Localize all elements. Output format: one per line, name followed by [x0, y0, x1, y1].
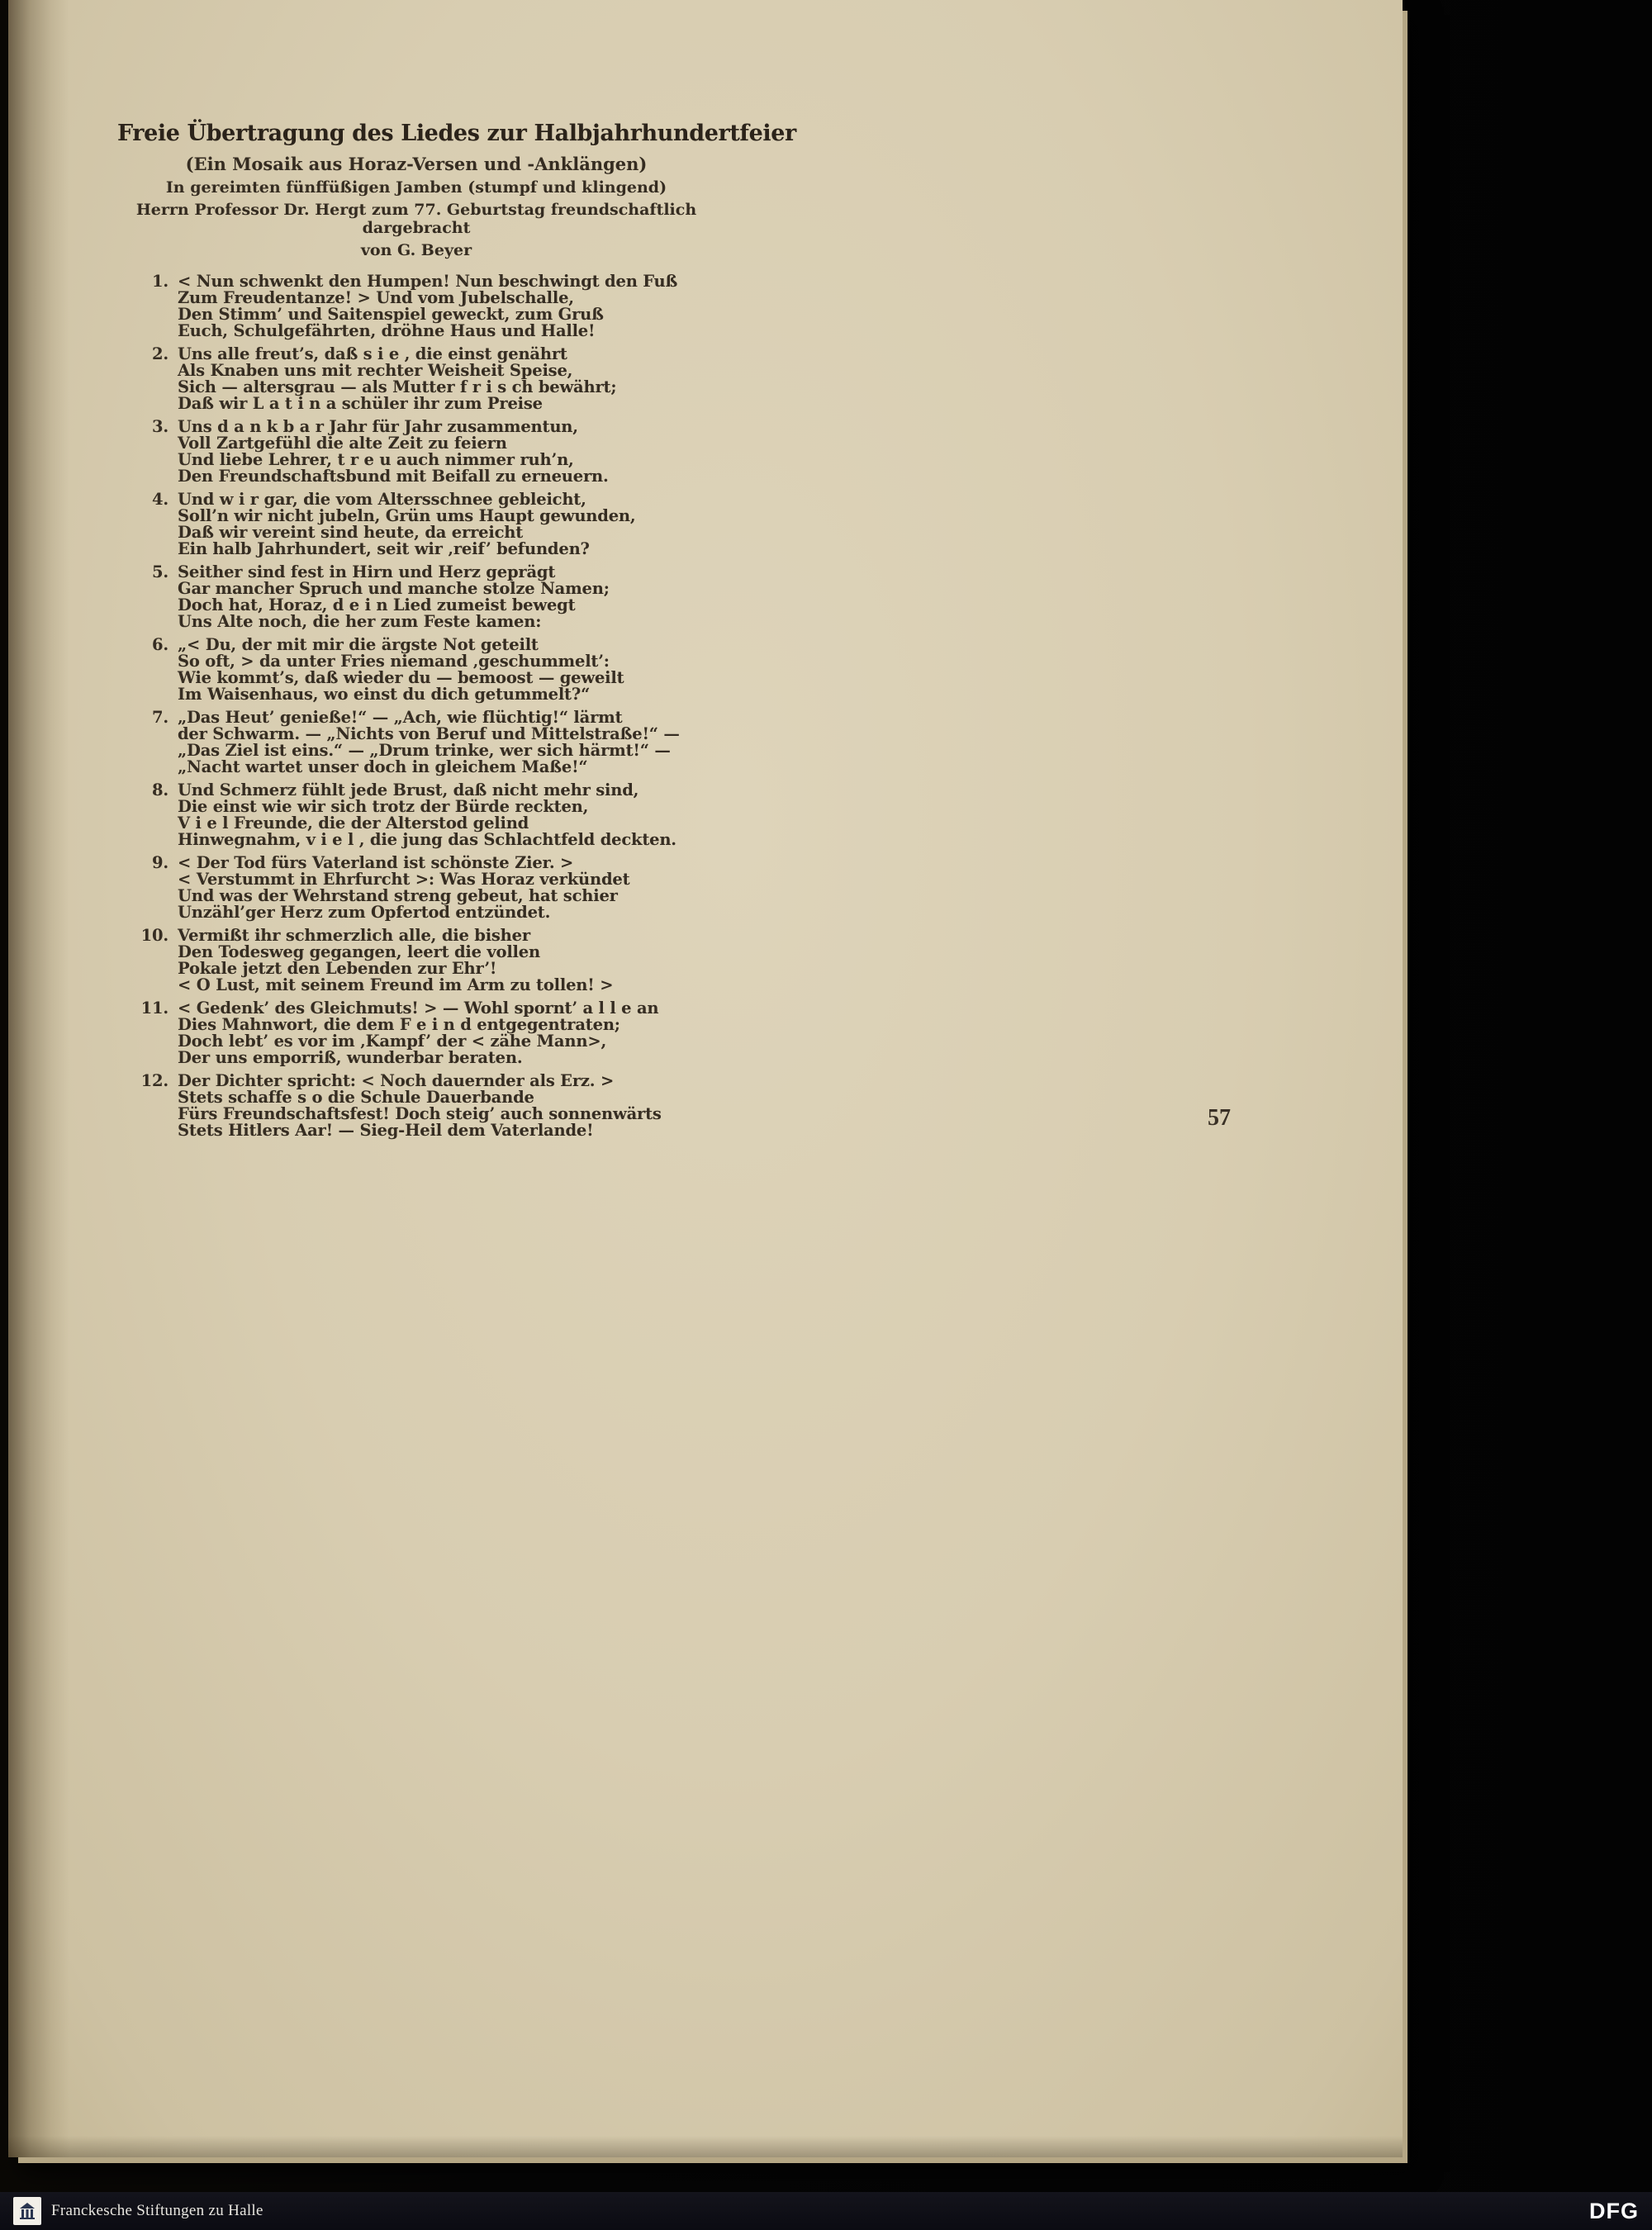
- stanza-body: [178, 637, 715, 703]
- poem-line: Der uns emporriß, wunderbar beraten.: [178, 1048, 523, 1067]
- poem-line: Den Freundschaftsbund mit Beifall zu erneuern.: [178, 467, 609, 486]
- footer-left: [13, 2197, 263, 2225]
- poem-line: Ein halb Jahrhundert, seit wir ‚reif’ befunden?: [178, 539, 590, 558]
- poem-line: der Schwarm. — „Nichts von Beruf und Mittelstraße!“ —: [178, 724, 680, 743]
- poem-line: Euch, Schulgefährten, dröhne Haus und Halle!: [178, 321, 596, 340]
- poem-line: < Nun schwenkt den Humpen! Nun beschwingt den Fuß: [178, 272, 678, 291]
- stanza-number: 9.: [152, 853, 169, 872]
- stanza-body: [178, 346, 715, 412]
- stanza-number: 6.: [152, 635, 169, 654]
- page-number: 57: [1208, 1105, 1231, 1131]
- stanza-number: 5.: [152, 562, 169, 581]
- stanza-body: [178, 709, 715, 776]
- poem-line: Und liebe Lehrer, t r e u auch nimmer ruh’n,: [178, 450, 574, 469]
- poem-line: Uns alle freut’s, daß s i e , die einst genährt: [178, 344, 567, 363]
- poem-line: < Der Tod fürs Vaterland ist schönste Zier. >: [178, 853, 574, 872]
- page-content: [117, 121, 796, 1140]
- stanza-number: 3.: [152, 417, 169, 436]
- stanza-number: 1.: [152, 272, 169, 291]
- stanza-body: [178, 273, 715, 339]
- poem-line: „Nacht wartet unser doch in gleichem Maße!“: [178, 757, 588, 776]
- poem-line: Uns Alte noch, die her zum Feste kamen:: [178, 612, 542, 631]
- poem-line: Doch lebt’ es vor im ‚Kampf’ der < zähe Mann>,: [178, 1032, 607, 1051]
- stanza: [117, 346, 715, 412]
- stanza-body: [178, 1073, 715, 1139]
- footer-source-label: Franckesche Stiftungen zu Halle: [51, 2202, 263, 2219]
- stanza-body: [178, 564, 715, 630]
- stanza: [117, 709, 715, 776]
- stanza: [117, 1000, 715, 1066]
- meter-line: In gereimten fünffüßigen Jamben (stumpf und klingend): [165, 178, 667, 197]
- poem-line: Und Schmerz fühlt jede Brust, daß nicht mehr sind,: [178, 780, 639, 799]
- poem-line: Vermißt ihr schmerzlich alle, die bisher: [178, 926, 530, 945]
- stanza: [117, 491, 715, 558]
- dedication-line: Herrn Professor Dr. Hergt zum 77. Geburtstag freundschaftlich dargebracht: [135, 201, 697, 237]
- subtitle: (Ein Mosaik aus Horaz-Versen und -Anklängen): [185, 154, 648, 174]
- poem-line: Den Todesweg gegangen, leert die vollen: [178, 942, 540, 961]
- poem-line: Soll’n wir nicht jubeln, Grün ums Haupt gewunden,: [178, 506, 636, 525]
- footer-right: [1589, 2199, 1639, 2224]
- stanza-number: 7.: [152, 708, 169, 727]
- poem-line: Hinwegnahm, v i e l , die jung das Schlachtfeld deckten.: [178, 830, 676, 849]
- poem-line: Stets Hitlers Aar! — Sieg-Heil dem Vaterlande!: [178, 1121, 594, 1140]
- poem-line: Als Knaben uns mit rechter Weisheit Speise,: [178, 361, 573, 380]
- stanza: [117, 564, 715, 630]
- stanza-number: 2.: [152, 344, 169, 363]
- poem-line: Uns d a n k b a r Jahr für Jahr zusammentun,: [178, 417, 578, 436]
- stanza-body: [178, 855, 715, 921]
- poem-line: „Das Ziel ist eins.“ — „Drum trinke, wer sich härmt!“ —: [178, 741, 671, 760]
- stanza: [117, 419, 715, 485]
- stanza-body: [178, 1000, 715, 1066]
- stanza-body: [178, 491, 715, 558]
- poem-line: Daß wir L a t i n a schüler ihr zum Preise: [178, 394, 543, 413]
- stanza: [117, 782, 715, 848]
- stanza: [117, 637, 715, 703]
- poem-line: Der Dichter spricht: < Noch dauernder als Erz. >: [178, 1071, 615, 1090]
- stanza-body: [178, 928, 715, 994]
- poem-line: Den Stimm’ und Saitenspiel geweckt, zum Gruß: [178, 305, 604, 324]
- poem-line: So oft, > da unter Fries niemand ‚geschummelt’:: [178, 652, 610, 671]
- stanza-number: 4.: [152, 490, 169, 509]
- stanza-number: 10.: [140, 926, 169, 945]
- scanned-page: [8, 0, 1403, 2157]
- stanza-body: [178, 419, 715, 485]
- poem-line: Wie kommt’s, daß wieder du — bemoost — geweilt: [178, 668, 624, 687]
- poem-line: Fürs Freundschaftsfest! Doch steig’ auch sonnenwärts: [178, 1104, 662, 1123]
- stanza-number: 11.: [140, 999, 169, 1018]
- viewer-footer: [0, 2192, 1652, 2230]
- poem-line: Stets schaffe s o die Schule Dauerbande: [178, 1088, 534, 1107]
- poem-line: Voll Zartgefühl die alte Zeit zu feiern: [178, 434, 507, 453]
- stanza-body: [178, 782, 715, 848]
- poem-line: Im Waisenhaus, wo einst du dich getummelt?“: [178, 685, 591, 704]
- poem-line: Dies Mahnwort, die dem F e i n d entgegentraten;: [178, 1015, 620, 1034]
- stanza: [117, 1073, 715, 1139]
- poem-line: Sich — altersgrau — als Mutter f r i s ch bewährt;: [178, 377, 617, 396]
- poem-line: „< Du, der mit mir die ärgste Not geteilt: [178, 635, 539, 654]
- poem-line: Seither sind fest in Hirn und Herz geprägt: [178, 562, 556, 581]
- poem-line: < Gedenk’ des Gleichmuts! > — Wohl spornt’ a l l e an: [178, 999, 659, 1018]
- stanza-number: 12.: [140, 1071, 169, 1090]
- poem-line: Und w i r gar, die vom Altersschnee gebleicht,: [178, 490, 586, 509]
- poem-line: Die einst wie wir sich trotz der Bürde reckten,: [178, 797, 589, 816]
- poem-line: Doch hat, Horaz, d e i n Lied zumeist bewegt: [178, 595, 576, 614]
- poem-line: Gar mancher Spruch und manche stolze Namen;: [178, 579, 610, 598]
- poem-line: Daß wir vereint sind heute, da erreicht: [178, 523, 524, 542]
- poem-line: Und was der Wehrstand streng gebeut, hat schier: [178, 886, 618, 905]
- poem-line: „Das Heut’ genieße!“ — „Ach, wie flüchtig!“ lärmt: [178, 708, 623, 727]
- author-line: von G. Beyer: [360, 241, 472, 259]
- stanza: [117, 928, 715, 994]
- poem-line: < Verstummt in Ehrfurcht >: Was Horaz verkündet: [178, 870, 630, 889]
- dfg-logo: DFG: [1589, 2198, 1639, 2223]
- stanza-number: 8.: [152, 780, 169, 799]
- poem-line: Pokale jetzt den Lebenden zur Ehr’!: [178, 959, 497, 978]
- poem: [117, 273, 715, 1139]
- stanza: [117, 273, 715, 339]
- poem-line: Zum Freudentanze! > Und vom Jubelschalle,: [178, 288, 574, 307]
- stanza: [117, 855, 715, 921]
- page-title: Freie Übertragung des Liedes zur Halbjahrhundertfeier: [117, 121, 796, 146]
- franckesche-stiftungen-logo-icon: [13, 2197, 41, 2225]
- poem-line: V i e l Freunde, die der Alterstod gelind: [178, 814, 529, 833]
- poem-line: Unzähl’ger Herz zum Opfertod entzündet.: [178, 903, 551, 922]
- poem-line: < O Lust, mit seinem Freund im Arm zu tollen! >: [178, 975, 614, 994]
